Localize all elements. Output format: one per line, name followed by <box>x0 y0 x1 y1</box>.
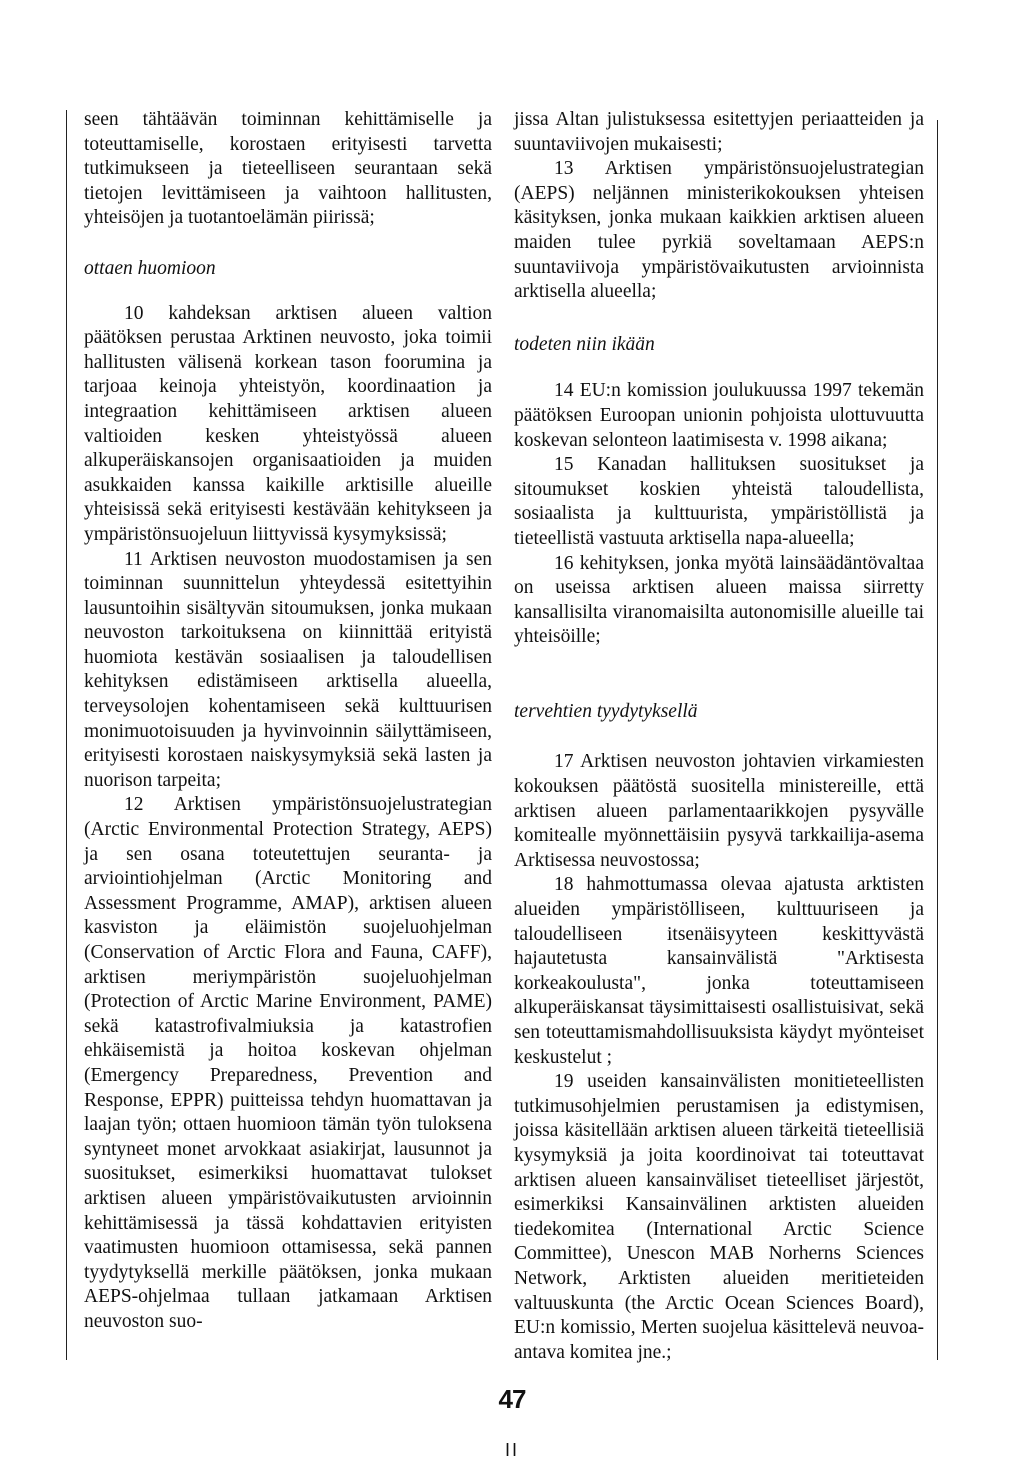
paragraph-10: 10 kahdeksan arktisen alueen valtion päätöksen perustaa Arktinen neuvosto, joka toimii hallitusten välisenä korkean tason foorumina ja tarjoaa keinoja yhteistyön, koordinaation ja integraation kehittämiseen arktisen alueen valtioiden kesken yhteistyössä alueen alkuperäiskansojen organisaatioiden ja muiden asukkaiden kanssa kaikille arktisille alueille yhteisissä sekä erityisesti kestävään kehitykseen ja ympäristönsuojeluun liittyvissä kysymyksissä; <box>84 302 492 545</box>
section-heading-ottaen-huomioon: ottaen huomioon <box>84 257 216 279</box>
section-marker: II <box>504 1440 519 1460</box>
paragraph-13: 13 Arktisen ympäristönsuojelustrategian (AEPS) neljännen ministerikokouksen yhteisen käsityksen, jonka mukaan kaikkien arktisen alueen maiden tulee pyrkiä soveltamaan AEPS:n suuntaviivoja ympäristövaikutusten arvioinnista arktisella alueella; <box>514 158 924 303</box>
right-column-rule <box>937 120 938 1360</box>
paragraph-16: 16 kehityksen, jonka myötä lainsäädäntövaltaa on useissa arktisen alueen maissa siirretty kansallisilta viranomaisilta autonomisille alueille tai yhteisöille; <box>514 552 924 648</box>
right-column <box>514 108 924 1365</box>
paragraph-11: 11 Arktisen neuvoston muodostamisen ja sen toiminnan suunnittelun yhteydessä esitettyihin lausuntoihin sisältyvän sitoumuksen, jonka mukaan neuvoston tarkoituksena on kiinnittää erityistä huomiota kestävän sosiaalisen ja taloudellisen kehityksen edistämiseen arktisella alueella, terveysolojen kohentamiseen sekä kulttuurisen monimuotoisuuden ja hyvinvoinnin säilyttämiseen, erityisesti korostaen naiskysymyksiä sekä lasten ja nuorison tarpeita; <box>84 548 492 791</box>
left-column-rule <box>66 110 67 1360</box>
paragraph-continuation: seen tähtäävän toiminnan kehittämiselle ja toteuttamiselle, korostaen erityisesti tarvetta tutkimukseen ja tieteelliseen seurantaan sekä tietojen levittämiseen ja vaihtoon hallitusten, yhteisöjen ja tuotantoelämän piirissä; <box>84 109 492 229</box>
paragraph-15: 15 Kanadan hallituksen suositukset ja sitoumukset koskien yhteistä taloudellista, sosiaalista ja kulttuurista, ympäristöllistä ja tieteellistä vastuuta arktisella napa-alueella; <box>514 454 924 549</box>
paragraph-17: 17 Arktisen neuvoston johtavien virkamiesten kokouksen päätöstä suositella ministereille, että arktisen alueen parlamentaarikkojen pysyvälle komitealle myönnettäisiin pysyvä tarkkailija-asema Arktisessa neuvostossa; <box>514 751 924 871</box>
paragraph-14: 14 EU:n komission joulukuussa 1997 tekemän päätöksen Euroopan unionin pohjoista ulottuvuutta koskevan selonteon laatimisesta v. 1998 aikana; <box>514 380 924 451</box>
left-column <box>84 108 492 1335</box>
paragraph-12: 12 Arktisen ympäristönsuojelustrategian (Arctic Environmental Protection Strategy, AEPS) ja sen osana toteutettujen seuranta- ja arviointiohjelman (Arctic Monitoring and Assessment Programme, AMAP), arktisen alueen kasviston ja eläimistön suojeluohjelman (Conservation of Arctic Flora and Fauna, CAFF), arktisen meriympäristön suojeluohjelman (Protection of Arctic Marine Environment, PAME) sekä katastrofivalmiuksia ja katastrofien ehkäisemistä ja hoitoa koskevan ohjelman (Emergency Preparedness, Prevention and Response, EPPR) puitteissa tehdyn huomattavan ja laajan työn; ottaen huomioon tämän työn tuloksena syntyneet monet arvokkaat asiakirjat, lausunnot ja suositukset, esimerkiksi huomattavat tulokset arktisen alueen ympäristövaikutusten arvioinnin kehittämisessä ja tässä kohdattavien erityisten vaatimusten huomioon ottamisessa, sekä pannen tyydytyksellä merkille päätöksen, jonka mukaan AEPS-ohjelmaa tullaan jatkamaan Arktisen neuvoston suo- <box>84 794 492 1332</box>
section-heading-tervehtien-tyydytyksella: tervehtien tyydytyksellä <box>514 700 698 722</box>
section-heading-todeten-niin-ikaan: todeten niin ikään <box>514 333 655 355</box>
page-number: 47 <box>498 1384 526 1414</box>
paragraph-continuation-right: jissa Altan julistuksessa esitettyjen periaatteiden ja suuntaviivojen mukaisesti; <box>514 109 924 155</box>
paragraph-18: 18 hahmottumassa olevaa ajatusta arktisten alueiden ympäristölliseen, kulttuuriseen ja taloudelliseen itsenäisyyteen keskittyvästä hajautetusta kansainvälistä "Arktisesta korkeakoulusta", jonka toteuttamiseen alkuperäiskansat täysimittaisesti osallistuisivat, sekä sen toteuttamismahdollisuuksista käydyt myönteiset keskustelut ; <box>514 874 924 1068</box>
paragraph-19: 19 useiden kansainvälisten monitieteellisten tutkimusohjelmien perustamisen ja edistymisen, joissa käsitellään arktisen alueen tärkeitä tieteellisiä kysymyksiä ja joita koordinoivat tai toteuttavat arktisen alueen kansainväliset tieteelliset järjestöt, esimerkiksi Kansainvälinen arktisten alueiden tiedekomitea (International Arctic Science Committee), Unescon MAB Norherns Sciences Network, Arktisten alueiden meritieteiden valtuuskunta (the Arctic Ocean Sciences Board), EU:n komissio, Merten suojelua käsittelevä neuvoa-antava komitea jne.; <box>514 1071 924 1363</box>
